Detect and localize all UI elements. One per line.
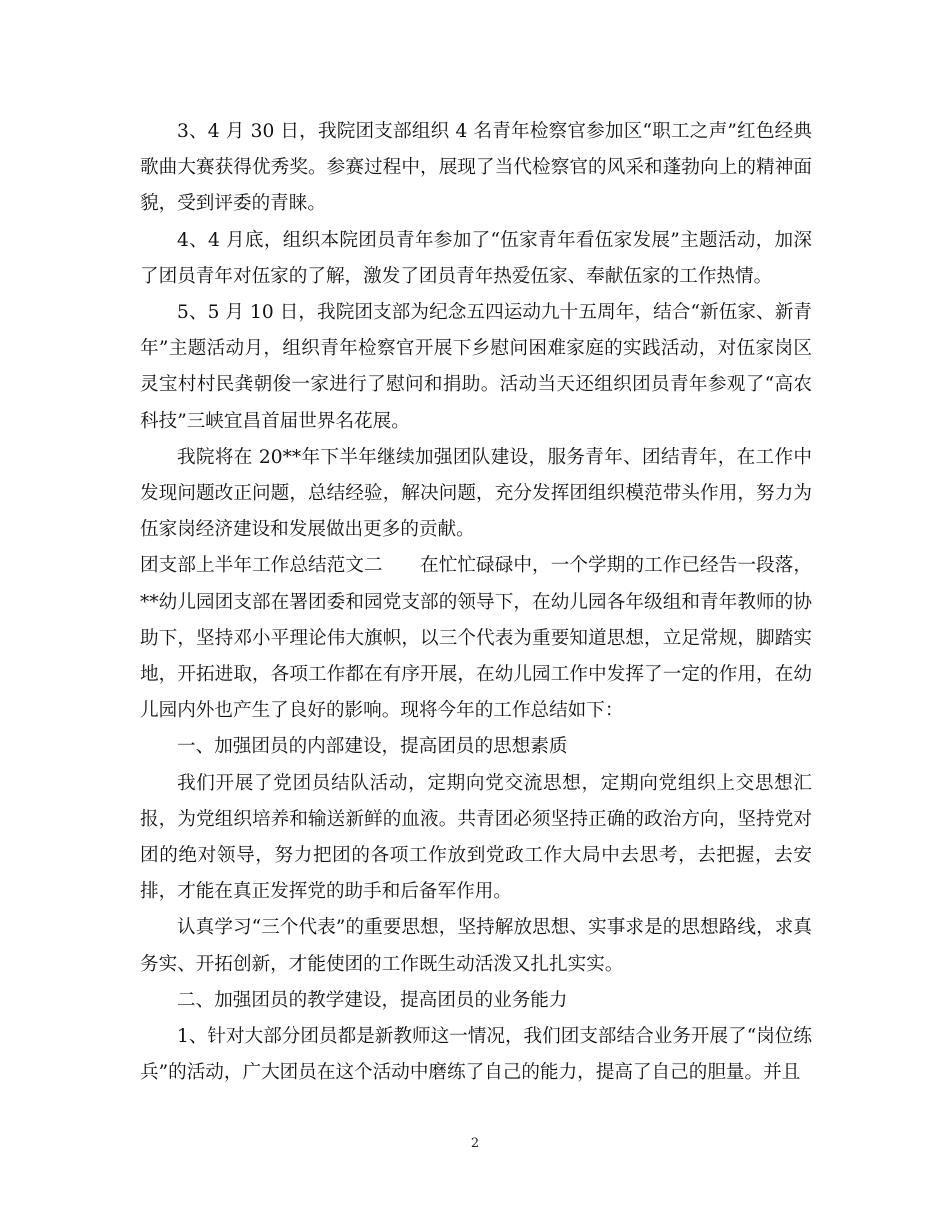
section-title-paragraph: 团支部上半年工作总结范文二 在忙忙碌碌中，一个学期的工作已经告一段落，**幼儿园团支部在署团委和园党支部的领导下，在幼儿园各年级组和青年教师的协助下，坚持邓小平理论伟大旗帜，以三个代表为重要知道思想，立足常规，脚踏实地，开拓进取，各项工作都在有序开展，在幼儿园工作中发挥了一定的作用，在幼儿园内外也产生了良好的影响。现将今年的工作总结如下： [140, 555, 812, 722]
subheading: 一、加强团员的内部建设，提高团员的思想素质 [177, 736, 568, 758]
paragraph: 我们开展了党团员结队活动，定期向党交流思想，定期向党组织上交思想汇报，为党组织培养和输送新鲜的血液。共青团必须坚持正确的政治方向，坚持党对团的绝对领导，努力把团的各项工作放到党政工作大局中去思考，去把握，去安排，才能在真正发挥党的助手和后备军作用。 [140, 772, 812, 903]
paragraph: 3、4 月 30 日，我院团支部组织 4 名青年检察官参加区“职工之声”红色经典歌曲大赛获得优秀奖。参赛过程中，展现了当代检察官的风采和蓬勃向上的精神面貌，受到评委的青睐。 [140, 121, 812, 215]
paragraph: 4、4 月底，组织本院团员青年参加了“伍家青年看伍家发展”主题活动，加深了团员青年对伍家的了解，激发了团员青年热爱伍家、奉献伍家的工作热情。 [140, 229, 812, 287]
document-body [140, 114, 812, 1091]
paragraph: 认真学习“三个代表”的重要思想，坚持解放思想、实事求是的思想路线，求真务实、开拓创新，才能使团的工作既生动活泼又扎扎实实。 [140, 917, 812, 975]
subheading: 二、加强团员的教学建设，提高团员的业务能力 [177, 989, 568, 1011]
paragraph: 1、针对大部分团员都是新教师这一情况，我们团支部结合业务开展了“岗位练兵”的活动，广大团员在这个活动中磨练了自己的能力，提高了自己的胆量。并且 [140, 1026, 812, 1084]
paragraph: 5、5 月 10 日，我院团支部为纪念五四运动九十五周年，结合“新伍家、新青年”主题活动月，组织青年检察官开展下乡慰问困难家庭的实践活动，对伍家岗区灵宝村村民龚朝俊一家进行了慰问和捐助。活动当天还组织团员青年参观了“高农科技”三峡宜昌首届世界名花展。 [140, 302, 812, 432]
page-number: 2 [470, 1136, 480, 1151]
paragraph: 我院将在 20**年下半年继续加强团队建设，服务青年、团结青年，在工作中发现问题改正问题，总结经验，解决问题，充分发挥团组织模范带头作用，努力为伍家岗经济建设和发展做出更多的贡献。 [140, 446, 812, 541]
